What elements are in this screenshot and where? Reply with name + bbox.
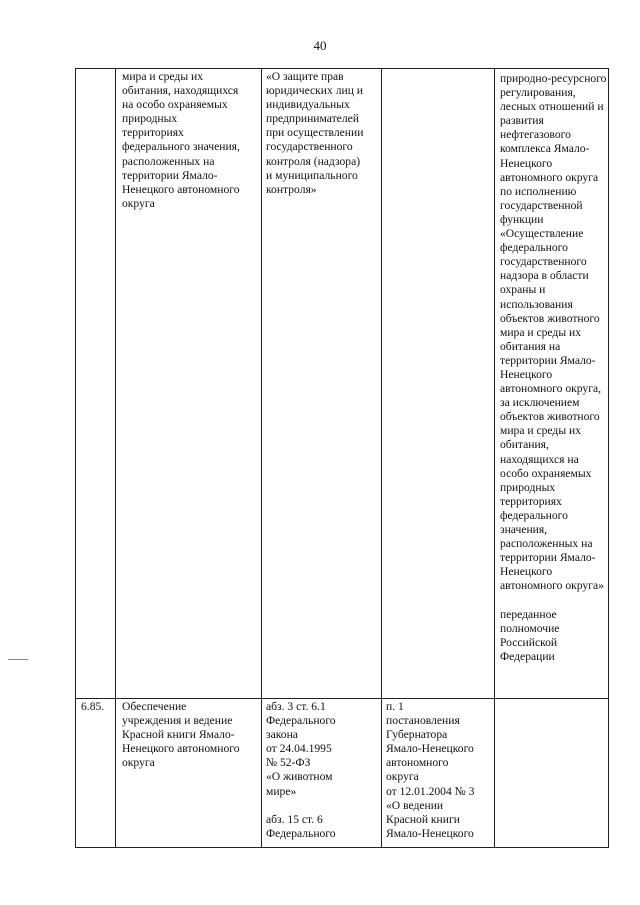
text-line: территориях — [122, 126, 184, 140]
text-line: обитания, находящихся — [122, 84, 239, 98]
text-line: функции — [500, 212, 544, 226]
text-line: Федерации — [500, 649, 555, 663]
text-line: юридических лиц и — [266, 84, 364, 98]
text-line: от 12.01.2004 № 3 — [386, 784, 475, 798]
text-line: территориях — [500, 494, 562, 508]
column-divider — [261, 68, 262, 848]
row-federal-law-cell — [266, 700, 380, 841]
text-line: автономного округа — [500, 170, 599, 184]
text-line: по исполнению — [500, 184, 577, 198]
text-line: особо охраняемых — [500, 466, 592, 480]
text-line: объектов животного — [500, 311, 600, 325]
text-line: государственного — [500, 255, 587, 269]
text-line: расположенных на — [122, 154, 215, 168]
text-line: учреждения и ведение — [122, 714, 233, 728]
text-line: природных — [500, 480, 556, 494]
text-line: закона — [266, 728, 298, 742]
text-line: регулирования, — [500, 86, 576, 100]
text-line: от 24.04.1995 — [266, 742, 332, 756]
prev-row-description-cell — [500, 72, 608, 664]
text-line: обитания на — [500, 339, 561, 353]
text-line: Ненецкого автономного — [122, 742, 240, 756]
text-line: территории Ямало- — [122, 168, 218, 182]
text-line: лесных отношений и — [500, 100, 604, 114]
text-line: постановления — [386, 714, 460, 728]
text-line: территории Ямало- — [500, 353, 596, 367]
text-line: Ненецкого — [500, 156, 553, 170]
row-number: 6.85. — [81, 700, 105, 713]
text-line: комплекса Ямало- — [500, 142, 590, 156]
text-line: Ненецкого автономного — [122, 182, 240, 196]
table-border-right — [608, 68, 609, 848]
text-line: природных — [122, 112, 178, 126]
text-line: развития — [500, 114, 544, 128]
text-line: Российской — [500, 635, 558, 649]
text-line: Красной книги Ямало- — [122, 728, 235, 742]
row-divider — [75, 698, 609, 699]
text-line: Ненецкого — [500, 367, 553, 381]
text-line: индивидуальных — [266, 98, 350, 112]
text-line: федерального значения, — [122, 140, 240, 154]
prev-row-law-cell — [266, 70, 380, 197]
text-line: автономного округа» — [500, 579, 604, 593]
text-line: Федерального — [266, 826, 336, 840]
column-divider — [494, 68, 495, 848]
column-divider — [381, 68, 382, 848]
row-number-cell — [81, 700, 113, 714]
text-line: округа — [122, 756, 155, 770]
text-line: п. 1 — [386, 700, 404, 713]
text-line: Обеспечение — [122, 700, 187, 713]
text-line: автономного округа, — [500, 382, 601, 396]
text-line: контроля (надзора) — [266, 154, 361, 168]
text-line: автономного — [386, 756, 449, 770]
text-line: абз. 3 ст. 6.1 — [266, 700, 326, 713]
text-line: предпринимателей — [266, 112, 359, 126]
text-line: находящихся на — [500, 452, 579, 466]
text-line: за исключением — [500, 396, 580, 410]
text-line: расположенных на — [500, 537, 593, 551]
text-line: федерального — [500, 508, 568, 522]
text-line: и муниципального — [266, 168, 358, 182]
text-line: Федерального — [266, 714, 336, 728]
row-name-cell — [122, 700, 258, 770]
text-line: обитания, — [500, 438, 549, 452]
text-line: «Осуществление — [500, 227, 584, 241]
text-line: «О ведении — [386, 798, 444, 812]
text-line: Губернатора — [386, 728, 448, 742]
text-line: надзора в области — [500, 269, 589, 283]
text-line: № 52-ФЗ — [266, 756, 311, 770]
margin-mark — [8, 659, 28, 660]
text-line: территории Ямало- — [500, 551, 596, 565]
text-line: мира и среды их — [122, 70, 204, 83]
text-line: полномочие — [500, 621, 560, 635]
table-border-bottom — [75, 847, 609, 848]
text-line: природно-ресурсного — [500, 72, 607, 85]
text-line: «О защите прав — [266, 70, 344, 83]
table-border-left — [75, 68, 76, 848]
text-line: использования — [500, 297, 573, 311]
text-line: переданное — [500, 607, 557, 621]
text-line: округа — [122, 196, 155, 210]
text-line: абз. 15 ст. 6 — [266, 812, 323, 826]
text-line: значения, — [500, 523, 548, 536]
text-line: Красной книги — [386, 812, 460, 826]
text-line: мира и среды их — [500, 325, 582, 339]
text-line: Ямало-Ненецкого — [386, 742, 474, 756]
table-border-top — [75, 68, 609, 69]
text-line: на особо охраняемых — [122, 98, 228, 112]
text-line: государственной — [500, 198, 583, 212]
text-line: Ямало-Ненецкого — [386, 826, 474, 840]
text-line: мире» — [266, 784, 297, 798]
column-divider — [115, 68, 116, 848]
page-number: 40 — [313, 38, 327, 53]
text-line: Ненецкого — [500, 565, 553, 579]
text-line: охраны и — [500, 283, 546, 297]
text-line: нефтегазового — [500, 128, 571, 142]
text-line: контроля» — [266, 182, 317, 196]
text-line: федерального — [500, 241, 568, 255]
prev-row-name-cell — [122, 70, 258, 211]
text-line: мира и среды их — [500, 424, 582, 438]
text-line: округа — [386, 770, 419, 784]
document-table — [75, 68, 609, 848]
text-line: государственного — [266, 140, 353, 154]
text-line: объектов животного — [500, 410, 600, 424]
row-regional-act-cell — [386, 700, 494, 841]
text-line: при осуществлении — [266, 126, 364, 140]
text-line: «О животном — [266, 770, 333, 784]
